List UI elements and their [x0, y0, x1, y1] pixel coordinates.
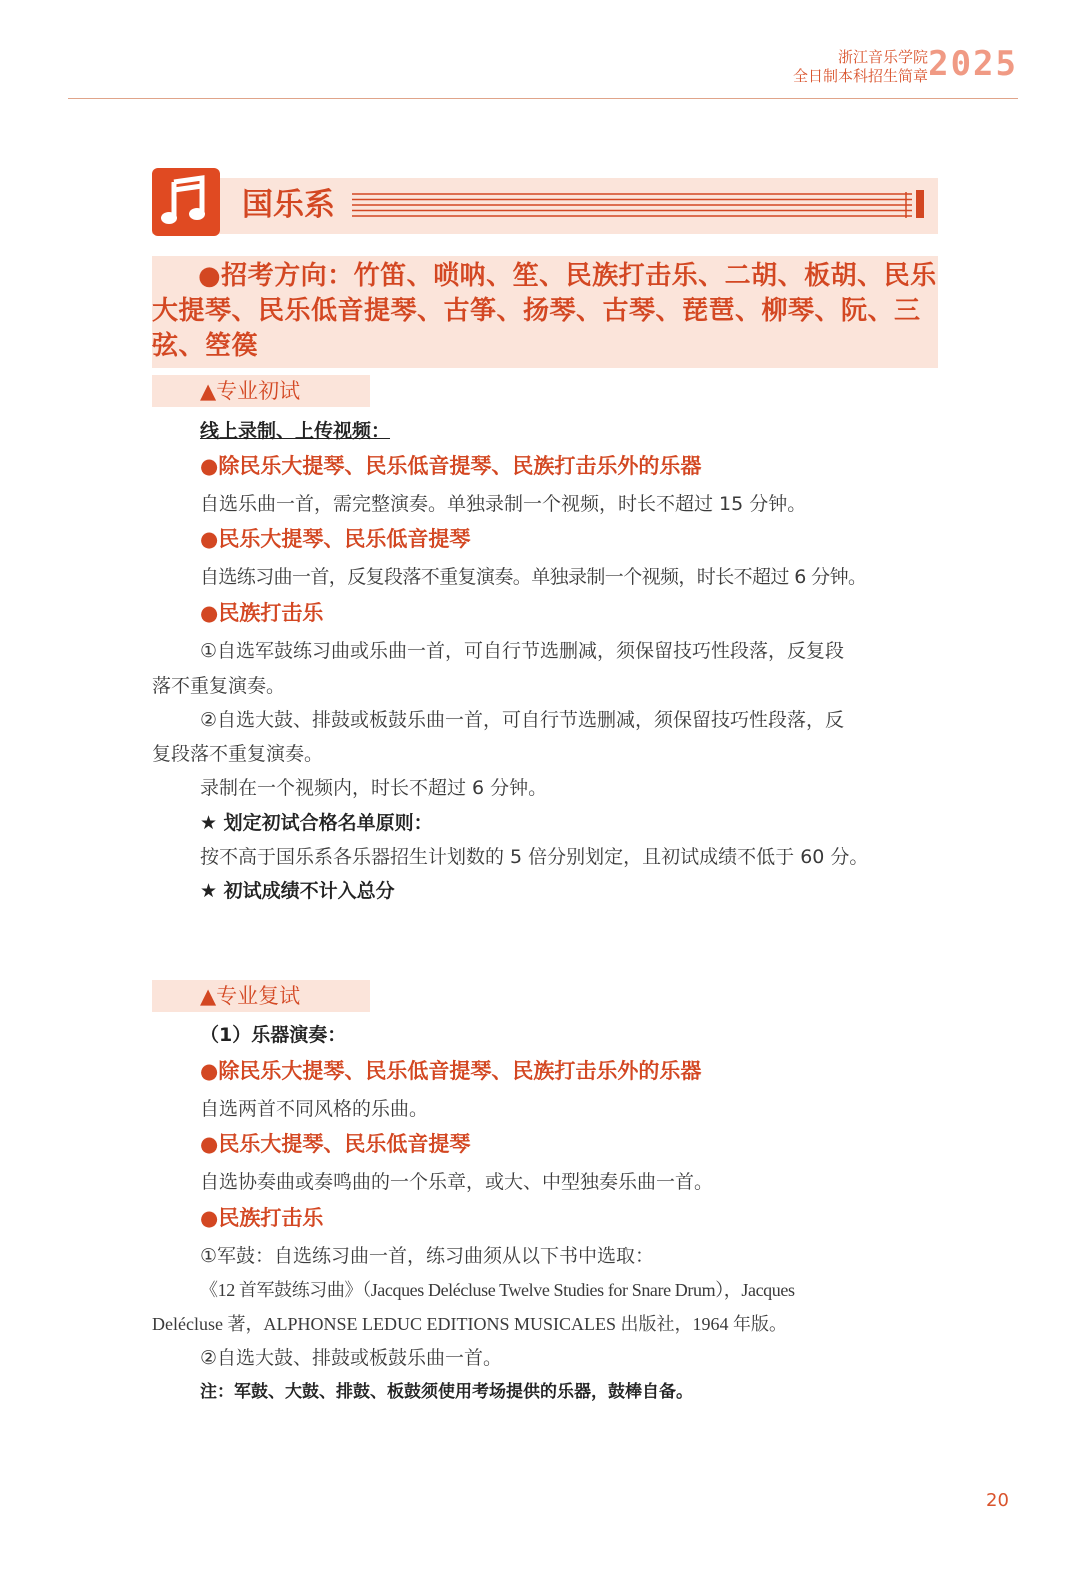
header-year: 2025	[928, 44, 1018, 84]
page-number: 20	[986, 1490, 1009, 1511]
retest-part1-label: （1）乐器演奏：	[200, 1024, 347, 1046]
department-title-bar	[152, 168, 938, 236]
directions-banner	[152, 256, 938, 368]
prelim-group1-text: 自选乐曲一首，需完整演奏。单独录制一个视频，时长不超过 15 分钟。	[200, 493, 807, 515]
prelim-group3-line1a: ①自选军鼓练习曲或乐曲一首，可自行节选删减，须保留技巧性段落，反复段	[200, 640, 845, 662]
retest-group1-title: ●除民乐大提琴、民乐低音提琴、民族打击乐外的乐器	[200, 1059, 702, 1083]
prelim-group3-title: ●民族打击乐	[200, 601, 324, 625]
prelim-score-note: ★ 初试成绩不计入总分	[200, 880, 395, 902]
prelim-group2-title: ●民乐大提琴、民乐低音提琴	[200, 527, 471, 551]
prelim-group2-text: 自选练习曲一首，反复段落不重复演奏。单独录制一个视频，时长不超过 6 分钟。	[200, 566, 867, 588]
online-label: 线上录制、上传视频：	[200, 420, 391, 442]
department-name: 国乐系	[242, 187, 335, 223]
header-subtitle: 全日制本科招生简章	[792, 67, 928, 85]
prelim-group1-title: ●除民乐大提琴、民乐低音提琴、民族打击乐外的乐器	[200, 454, 702, 478]
prelim-group3-line3: 录制在一个视频内，时长不超过 6 分钟。	[200, 777, 548, 799]
staff-lines-decoration	[352, 192, 912, 218]
prelim-group3-line2a: ②自选大鼓、排鼓或板鼓乐曲一首，可自行节选删减，须保留技巧性段落，反	[200, 709, 845, 731]
prelim-rule-text: 按不高于国乐系各乐器招生计划数的 5 倍分别划定，且初试成绩不低于 60 分。	[200, 846, 869, 868]
retest-book-line-b: Delécluse 著，ALPHONSE LEDUC EDITIONS MUSICALES 出版社，1964 年版。	[152, 1314, 787, 1334]
retest-group3-title: ●民族打击乐	[200, 1206, 324, 1230]
retest-group2-text: 自选协奏曲或奏鸣曲的一个乐章，或大、中型独奏乐曲一首。	[200, 1171, 714, 1193]
prelim-group3-line1b: 落不重复演奏。	[152, 675, 286, 697]
preliminary-heading: ▲专业初试	[152, 375, 370, 407]
retest-note: 注：军鼓、大鼓、排鼓、板鼓须使用考场提供的乐器，鼓棒自备。	[200, 1382, 693, 1402]
prelim-group3-line2b: 复段落不重复演奏。	[152, 743, 324, 765]
directions-text: ●招考方向：竹笛、唢呐、笙、民族打击乐、二胡、板胡、民乐大提琴、民乐低音提琴、古筝、扬琴、古琴、琵琶、柳琴、阮、三弦、箜篌	[152, 261, 937, 361]
prelim-rule-title: ★ 划定初试合格名单原则：	[200, 812, 433, 834]
staff-end-bar	[916, 190, 924, 218]
retest-book-line-a: 《12 首军鼓练习曲》（Jacques Delécluse Twelve Studies for Snare Drum），Jacques	[200, 1280, 795, 1300]
retest-group2-title: ●民乐大提琴、民乐低音提琴	[200, 1132, 471, 1156]
retest-group3-line2: ②自选大鼓、排鼓或板鼓乐曲一首。	[200, 1347, 503, 1369]
retest-heading: ▲专业复试	[152, 980, 370, 1012]
header-school: 浙江音乐学院	[837, 48, 928, 66]
retest-group3-line1: ①军鼓：自选练习曲一首，练习曲须从以下书中选取：	[200, 1245, 655, 1267]
page-header	[68, 44, 1018, 99]
header-school-block	[793, 48, 928, 86]
music-note-icon	[152, 168, 220, 236]
retest-group1-text: 自选两首不同风格的乐曲。	[200, 1098, 429, 1120]
